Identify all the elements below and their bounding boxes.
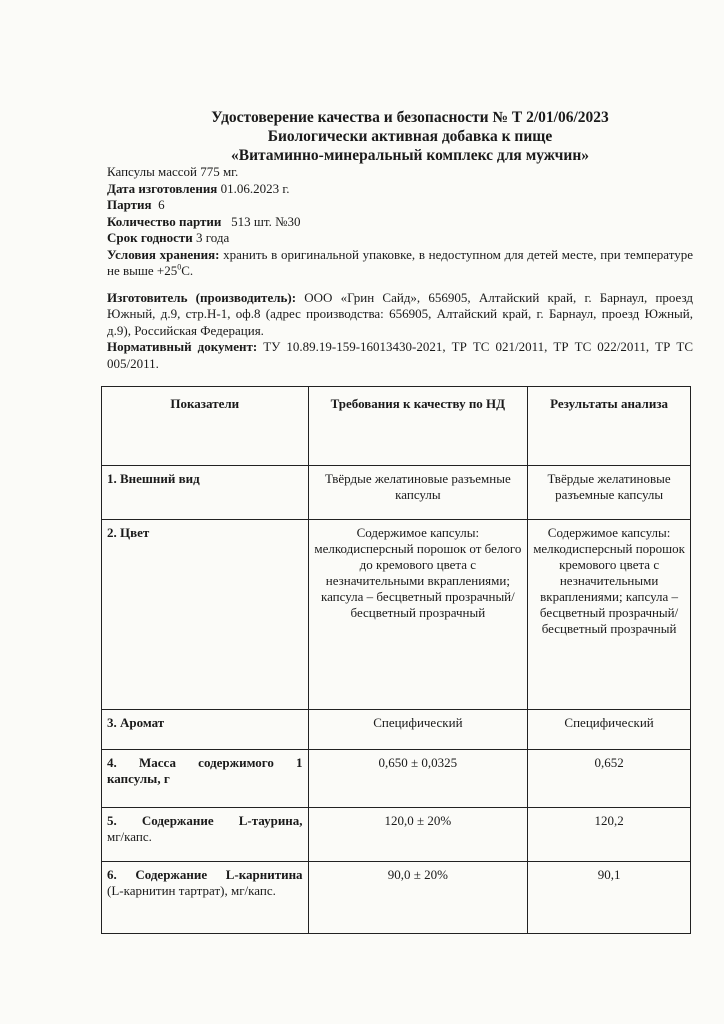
row-requirement: Содержимое капсулы: мелкодисперсный порошок от белого до кремового цвета с незначительными вкраплениями; капсула – бесцветный прозрачный/ бесцветный прозрачный [308,520,528,710]
row-requirement: 0,650 ± 0,0325 [308,750,528,808]
storage-line [107,247,693,280]
row-requirement: Твёрдые желатиновые разъемные капсулы [308,466,528,520]
row-indicator [102,808,309,862]
batch-line [107,197,693,214]
table-row [102,710,691,750]
table-row [102,520,691,710]
row-requirement: Специфический [308,710,528,750]
production-date-label: Дата изготовления [107,180,218,196]
table-row [102,862,691,934]
quantity-label: Количество партии [107,213,222,229]
storage-label: Условия хранения: [107,246,220,262]
row-requirement: 120,0 ± 20% [308,808,528,862]
document-header [100,108,720,165]
production-date-value: 01.06.2023 г. [220,180,290,196]
shelf-life-label: Срок годности [107,230,193,245]
table-row [102,466,691,520]
batch-value: 6 [158,197,165,212]
manufacturer-value: ООО «Грин Сайд», 656905, Алтайский край, г. Барнаул, проезд Южный, д.9, стр.Н-1, оф.8 (адрес производства: 656905, Алтайский край, г. Барнаул, проезд Южный, д.9), Российская Федерация. [107,289,694,338]
row-indicator-line1: 4. Масса содержимого 1 [107,755,303,770]
row-indicator: 1. Внешний вид [102,466,309,520]
quantity-line [107,214,693,231]
row-result: Твёрдые желатиновые разъемные капсулы [528,466,691,520]
row-result: 120,2 [528,808,691,862]
normative-label: Нормативный документ: [107,339,258,354]
batch-label: Партия [107,197,152,212]
storage-degree: 0 [177,262,182,272]
manufacturer-label: Изготовитель (производитель): [107,289,297,305]
row-indicator: 2. Цвет [102,520,309,710]
row-indicator-line2: капсулы, г [107,771,170,786]
row-indicator-line2: мг/капс. [107,829,152,844]
row-result: 90,1 [528,862,691,934]
header-result: Результаты анализа [528,387,691,466]
normative-value: ТУ 10.89.19-159-16013430-2021, ТР ТС 021/2011, ТР ТС 022/2011, ТР ТС 005/2011. [107,339,693,371]
row-indicator [102,750,309,808]
header-requirement: Требования к качеству по НД [308,387,528,466]
storage-value: хранить в оригинальной упаковке, в недоступном для детей месте, при температуре не выше +25 [107,246,693,278]
row-result: Содержимое капсулы: мелкодисперсный порошок кремового цвета с незначительными вкраплениями; капсула – бесцветный прозрачный/ бесцветный прозрачный [528,520,691,710]
normative-line [107,339,693,372]
table-row [102,808,691,862]
document-subtitle: Биологически активная добавка к пище [267,128,553,145]
table-header-row [102,387,691,466]
document-title: Удостоверение качества и безопасности № Т 2/01/06/2023 [211,109,609,126]
row-requirement: 90,0 ± 20% [308,862,528,934]
product-name: «Витаминно-минеральный комплекс для мужчин» [230,147,590,164]
quality-table [101,386,691,934]
shelf-life-value: 3 года [196,230,230,245]
row-indicator-line1: 5. Содержание L-таурина, [107,813,303,828]
manufacturer-line [107,290,693,340]
row-indicator-line2: (L-карнитин тартрат), мг/капс. [107,883,276,898]
storage-unit: С. [181,263,194,278]
table-row [102,750,691,808]
shelf-life-line [107,230,693,247]
row-indicator: 3. Аромат [102,710,309,750]
production-date-line [107,181,693,198]
product-info [107,164,693,372]
row-result: 0,652 [528,750,691,808]
quantity-value: 513 шт. №30 [231,213,301,229]
row-indicator-line1: 6. Содержание L-карнитина [107,867,303,882]
capsules-line: Капсулы массой 775 мг. [107,164,239,179]
row-result: Специфический [528,710,691,750]
header-indicator: Показатели [102,387,309,466]
row-indicator [102,862,309,934]
